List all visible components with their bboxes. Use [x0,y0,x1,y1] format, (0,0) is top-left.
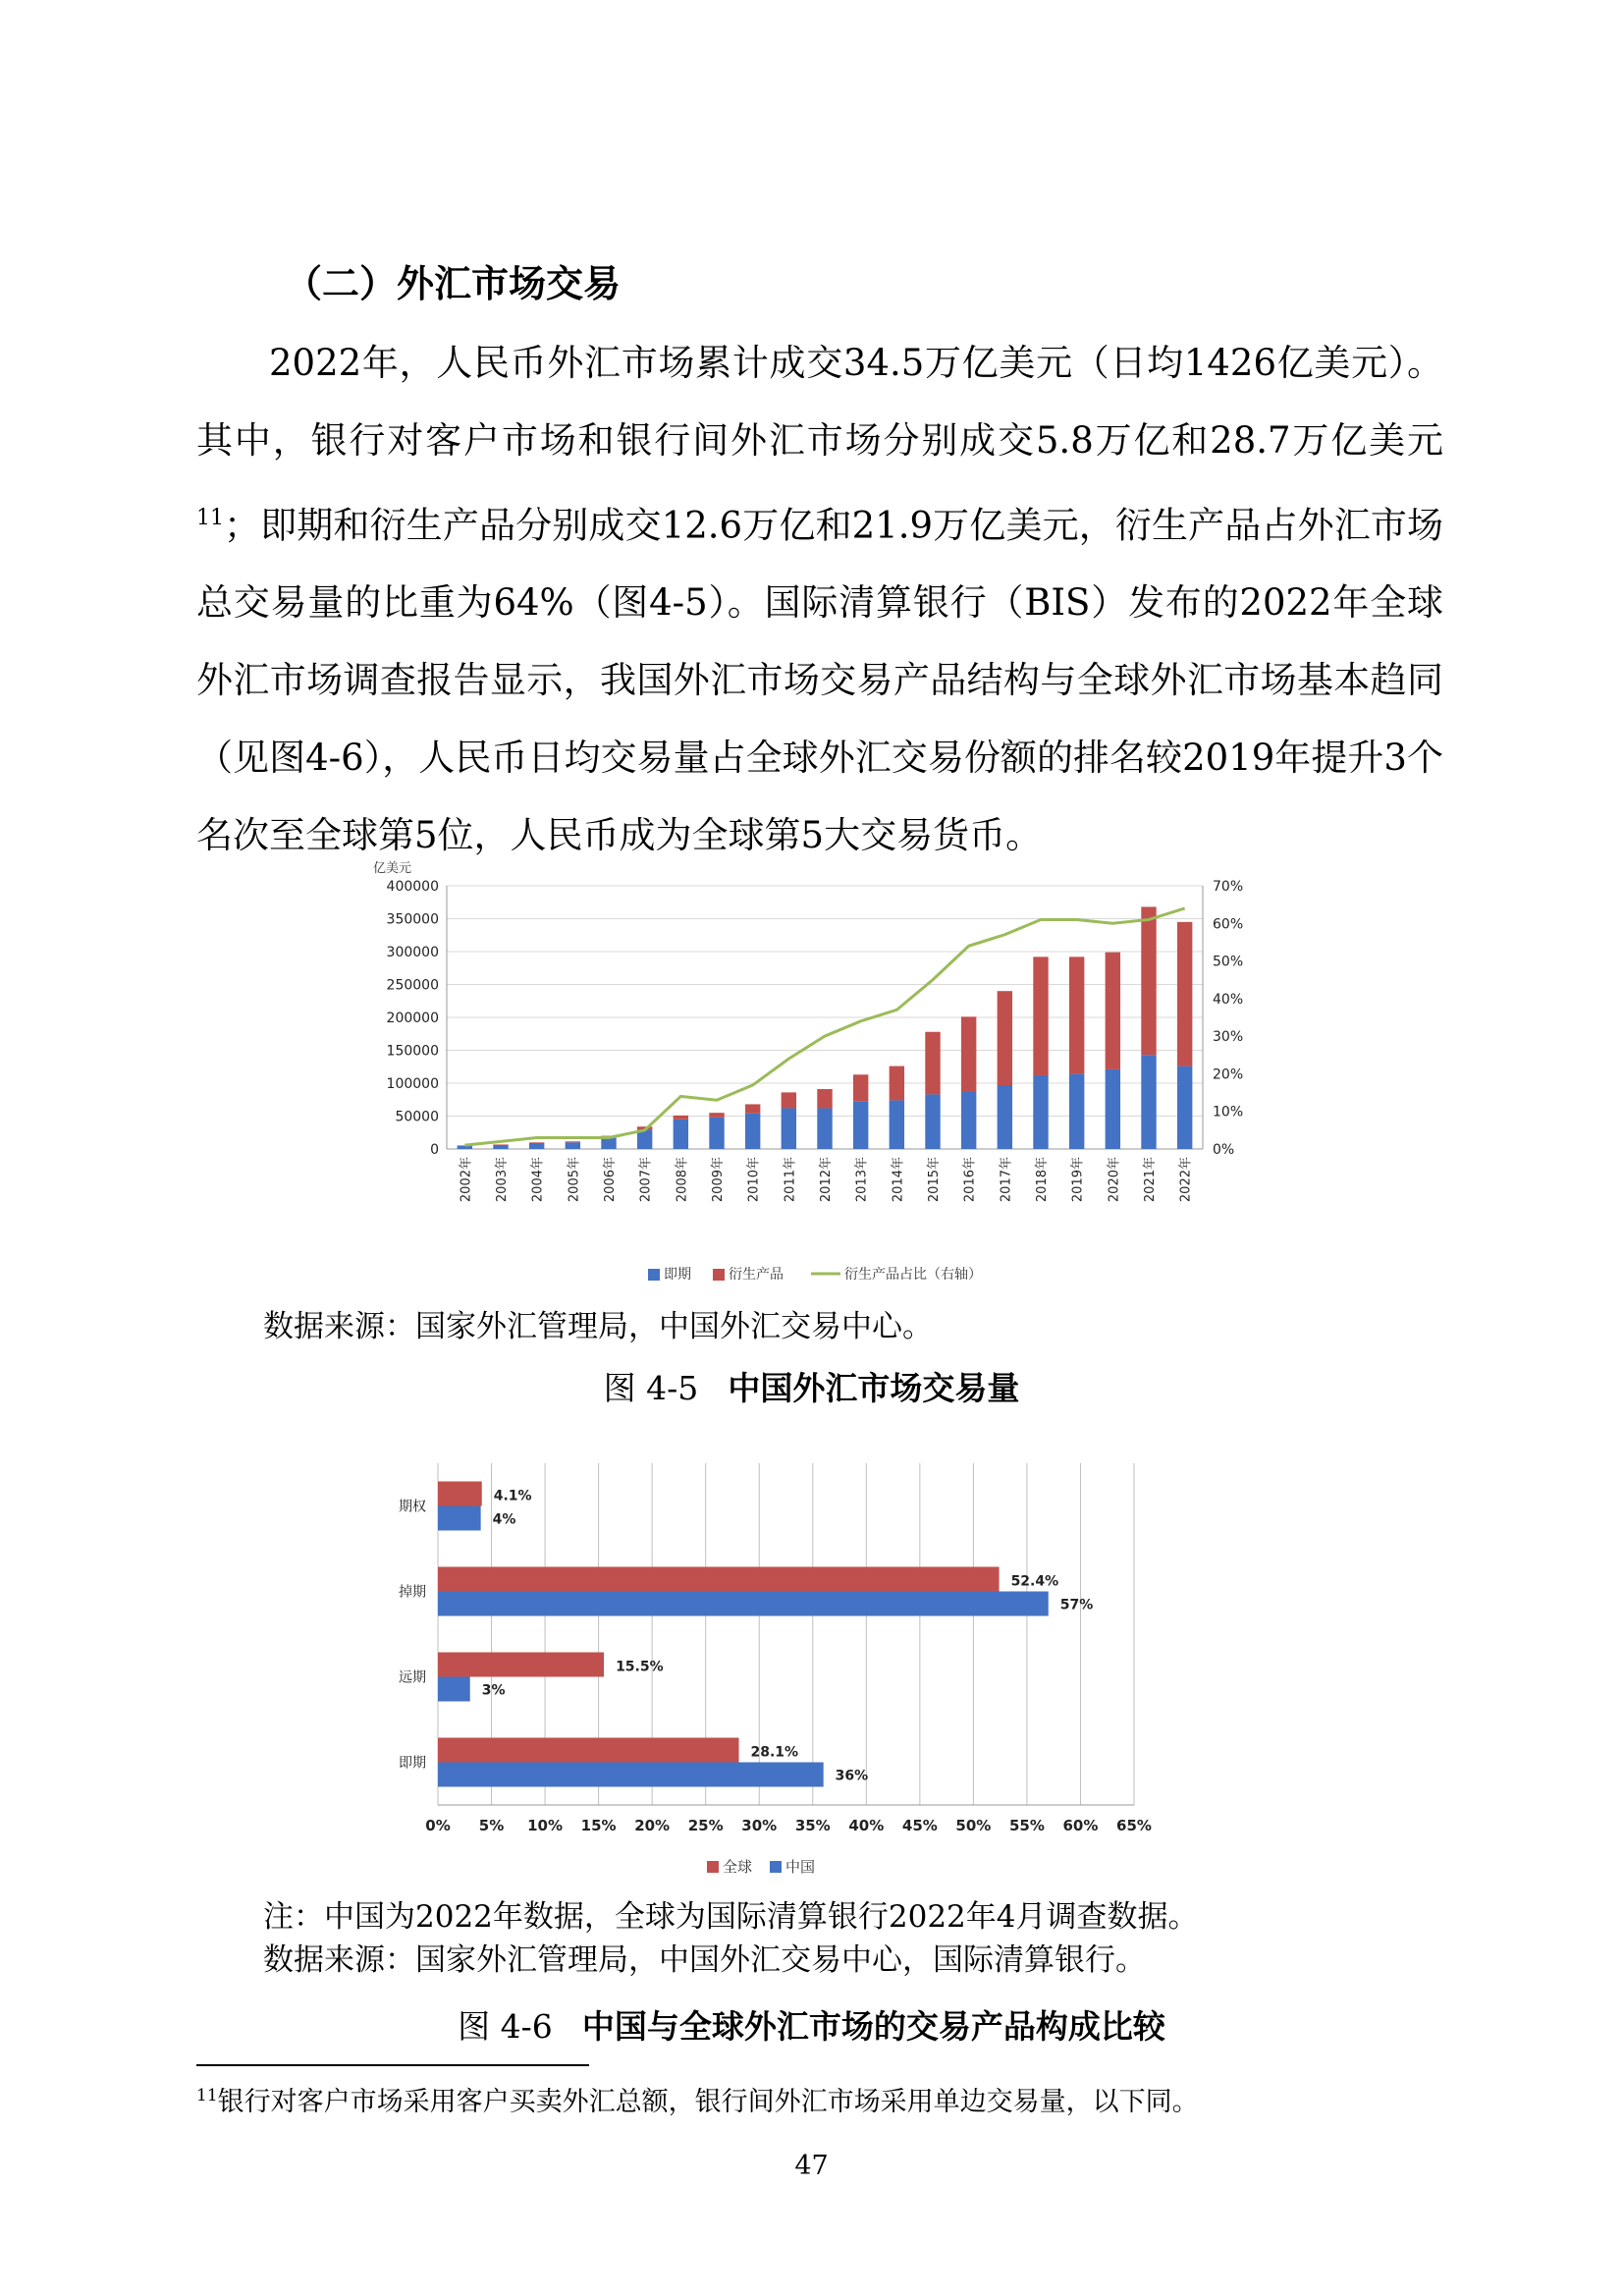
y-tick-label: 50000 [395,1109,439,1125]
bar-spot [458,1146,472,1149]
bar-derivative [1177,922,1192,1066]
bar-china [438,1677,470,1702]
y-tick-label: 200000 [386,1011,439,1026]
bar-china [438,1592,1049,1616]
bar-derivative [493,1144,508,1145]
fig5-caption-title: 中国外汇市场交易量 [728,1369,1020,1407]
bar-derivative [925,1032,940,1095]
footnote-ref[interactable]: 11 [196,506,224,530]
y2-tick-label: 0% [1213,1142,1235,1158]
footnote [196,2080,1199,2118]
x-tick-label: 2017年 [999,1157,1014,1203]
bar-derivative [998,991,1012,1085]
y-tick-label: 300000 [386,945,439,960]
x-tick-label: 2011年 [783,1157,798,1203]
fig6-caption-title: 中国与全球外汇市场的交易产品构成比较 [581,2007,1165,2046]
bar-derivative [1141,906,1156,1055]
bar-spot [998,1085,1012,1149]
x-tick-label: 5% [478,1817,505,1834]
y-tick-label: 0 [430,1142,439,1158]
x-tick-label: 65% [1116,1817,1152,1834]
y-tick-label: 期权 [399,1499,426,1515]
bar-derivative [709,1113,724,1118]
y-tick-label: 400000 [386,879,439,895]
bar-derivative [1069,957,1084,1073]
x-tick-label: 2014年 [891,1157,906,1203]
bar-spot [1069,1074,1084,1149]
x-tick-label: 2021年 [1143,1157,1158,1203]
x-tick-label: 2002年 [459,1157,474,1203]
legend-label-derivative: 衍生产品 [729,1267,784,1283]
bar-spot [890,1100,904,1149]
y-tick-label: 远期 [399,1669,426,1686]
x-tick-label: 20% [634,1817,671,1834]
legend-label-spot: 即期 [664,1267,691,1283]
legend-swatch-derivative [713,1269,725,1281]
bar-derivative [1033,957,1048,1075]
x-tick-label: 40% [848,1817,885,1834]
x-tick-label: 15% [580,1817,617,1834]
y2-tick-label: 50% [1213,954,1244,970]
y2-tick-label: 10% [1213,1104,1244,1121]
x-tick-label: 50% [955,1817,992,1834]
legend-label-global: 全球 [723,1858,753,1876]
bar-global [438,1567,1000,1592]
bar-spot [782,1108,796,1149]
x-tick-label: 2006年 [603,1157,618,1203]
footnote-mark: 11 [196,2086,218,2105]
bar-spot [853,1102,868,1149]
footnote-divider [196,2064,589,2066]
bar-global [438,1738,739,1763]
bar-china [438,1763,824,1787]
bar-spot [817,1108,832,1149]
y-tick-label: 100000 [386,1076,439,1092]
x-tick-label: 2018年 [1035,1157,1050,1203]
fig-4-5-chart [353,854,1257,1296]
y-tick-label: 150000 [386,1043,439,1060]
x-tick-label: 10% [527,1817,564,1834]
x-tick-label: 2004年 [530,1157,546,1203]
data-label-global: 52.4% [1010,1573,1059,1590]
data-label-china: 36% [835,1768,869,1784]
data-label-china: 3% [481,1682,506,1699]
x-tick-label: 2015年 [927,1157,942,1203]
x-tick-label: 30% [741,1817,778,1834]
bar-derivative [745,1104,760,1113]
bar-derivative [890,1066,904,1101]
section-heading: （二）外汇市场交易 [285,262,622,305]
bar-spot [1106,1069,1120,1149]
bar-derivative [674,1116,688,1120]
y-axis-unit: 亿美元 [373,861,412,876]
fig6-note: 注：中国为2022年数据，全球为国际清算银行2022年4月调查数据。 [263,1899,1199,1935]
bar-spot [1141,1055,1156,1149]
fig5-caption [0,1363,1623,1409]
x-tick-label: 2020年 [1107,1157,1122,1203]
data-label-global: 4.1% [493,1488,532,1504]
data-label-china: 57% [1059,1597,1094,1613]
x-tick-label: 0% [425,1817,451,1834]
footnote-text: 银行对客户市场采用客户买卖外汇总额，银行间外汇市场采用单边交易量，以下同。 [217,2087,1199,2117]
bar-spot [566,1142,580,1149]
legend-swatch-china [770,1861,782,1873]
legend-swatch-spot [648,1269,660,1281]
x-tick-label: 2008年 [675,1157,690,1203]
legend-label-china: 中国 [785,1858,816,1876]
data-label-china: 4% [492,1511,516,1528]
fig6-source: 数据来源：国家外汇管理局，中国外汇交易中心，国际清算银行。 [263,1942,1146,1978]
x-tick-label: 2012年 [819,1157,834,1203]
bar-china [438,1506,481,1531]
legend-swatch-global [707,1861,719,1873]
x-tick-label: 2019年 [1070,1157,1086,1203]
bar-spot [709,1118,724,1149]
x-tick-label: 2009年 [711,1157,726,1203]
y2-tick-label: 30% [1213,1029,1244,1046]
paragraph-text-1: 2022年，人民币外汇市场累计成交34.5万亿美元（日均1426亿美元）。其中，银行对客户市场和银行间外汇市场分别成交5.8万亿和28.7万亿美元 [196,342,1443,462]
fig6-caption [0,2001,1623,2048]
bar-spot [745,1114,760,1149]
fig5-caption-number: 图 4-5 [603,1369,699,1407]
data-label-global: 15.5% [616,1659,664,1675]
bar-spot [1177,1066,1192,1149]
bar-derivative [566,1141,580,1142]
x-tick-label: 2003年 [495,1157,510,1203]
x-tick-label: 60% [1062,1817,1099,1834]
bar-derivative [1106,953,1120,1069]
x-tick-label: 2013年 [854,1157,870,1203]
bar-derivative [529,1142,544,1143]
y2-tick-label: 20% [1213,1066,1244,1083]
bar-spot [493,1145,508,1149]
bar-derivative [817,1089,832,1108]
y-tick-label: 掉期 [399,1584,426,1601]
bar-spot [925,1094,940,1149]
fig6-notes [263,1895,1199,1982]
y-tick-label: 即期 [399,1755,426,1772]
y2-tick-label: 40% [1213,991,1244,1008]
bar-spot [601,1138,616,1149]
bar-spot [674,1120,688,1149]
x-tick-label: 2016年 [962,1157,978,1203]
fig6-caption-number: 图 4-6 [458,2007,553,2046]
fig5-source: 数据来源：国家外汇管理局，中国外汇交易中心。 [263,1309,933,1344]
x-tick-label: 2007年 [638,1157,654,1203]
x-tick-label: 2010年 [746,1157,762,1203]
y-tick-label: 350000 [386,911,439,928]
bar-derivative [782,1092,796,1108]
page-number: 47 [794,2151,829,2181]
paragraph-text-2: ；即期和衍生产品分别成交12.6万亿和21.9万亿美元，衍生产品占外汇市场总交易量的比重为64%（图4-5）。国际清算银行（BIS）发布的2022年全球外汇市场调查报告显示，我国外汇市场交易产品结构与全球外汇市场基本趋同（见图4-6），人民币日均交易量占全球外汇交易份额的排名较2019年提升3个名次至全球第5位，人民币成为全球第5大交易货币。 [196,504,1443,857]
fig-4-6-chart [373,1453,1178,1895]
x-tick-label: 55% [1008,1817,1045,1834]
bar-derivative [961,1016,976,1091]
bar-spot [529,1143,544,1149]
bar-derivative [853,1074,868,1101]
x-tick-label: 45% [901,1817,938,1834]
body-paragraph [196,324,1443,874]
x-tick-label: 25% [687,1817,724,1834]
x-tick-label: 2005年 [567,1157,582,1203]
legend-label-share: 衍生产品占比（右轴） [844,1267,982,1283]
bar-global [438,1482,482,1506]
bar-spot [1033,1075,1048,1149]
data-label-global: 28.1% [750,1744,799,1761]
x-tick-label: 35% [794,1817,831,1834]
bar-spot [961,1091,976,1149]
y-tick-label: 250000 [386,977,439,994]
y2-tick-label: 60% [1213,916,1244,933]
x-tick-label: 2022年 [1178,1157,1194,1203]
bar-global [438,1653,604,1677]
y2-tick-label: 70% [1213,879,1244,895]
